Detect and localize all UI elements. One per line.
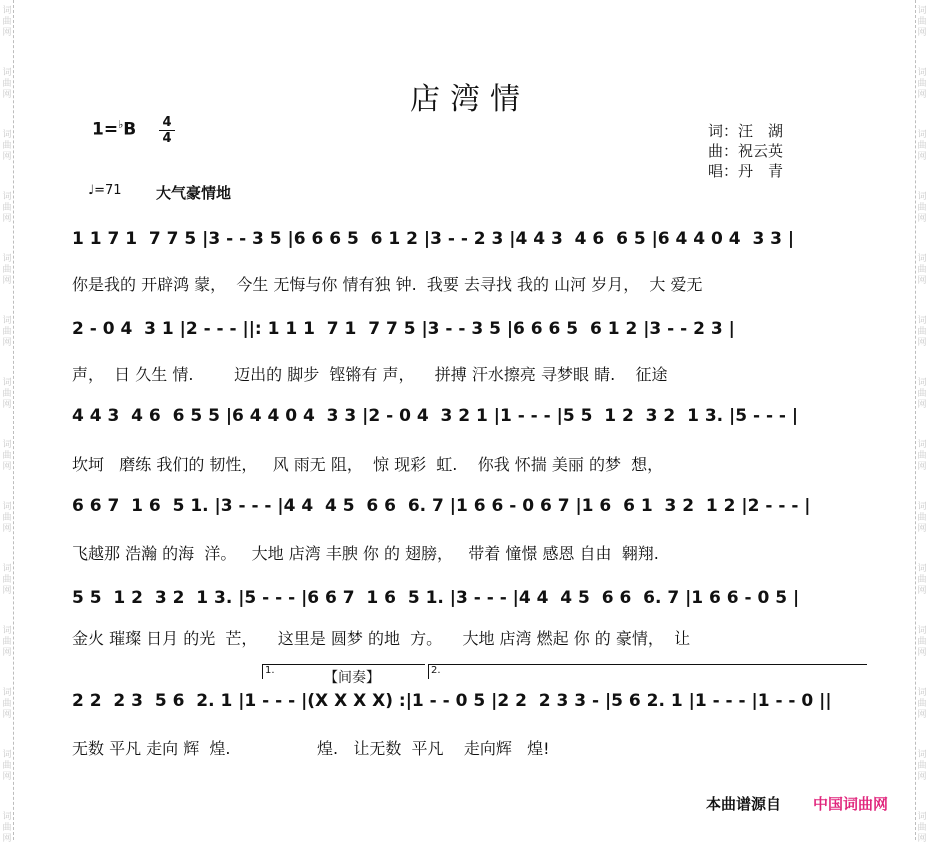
watermark-glyph: 曲 (917, 637, 927, 647)
credits-block (708, 121, 783, 181)
watermark-glyph: 网 (917, 152, 927, 162)
watermark-glyph: 词 (917, 378, 927, 388)
watermark-glyph: 词 (917, 440, 927, 450)
watermark-glyph: 曲 (917, 761, 927, 771)
lyric-line-5: 金火 璀璨 日月 的光 芒， 这里是 圆梦 的地 方。 大地 店湾 燃起 你 的 豪情， 让 (72, 629, 691, 648)
watermark-glyph: 网 (2, 276, 12, 286)
watermark-glyph: 网 (2, 152, 12, 162)
watermark-glyph: 词 (2, 688, 12, 698)
watermark-glyph: 词 (917, 564, 927, 574)
score-row-3 (72, 403, 872, 435)
watermark-glyph: 网 (2, 710, 12, 720)
interlude-label: 【间奏】 (324, 670, 380, 686)
watermark-glyph: 曲 (917, 79, 927, 89)
watermark-glyph: 网 (917, 772, 927, 782)
watermark-glyph: 词 (2, 68, 12, 78)
watermark-glyph: 网 (2, 214, 12, 224)
watermark-glyph: 网 (917, 276, 927, 286)
second-ending-bracket: 2. (428, 664, 867, 679)
watermark-glyph: 曲 (2, 761, 12, 771)
watermark-glyph: 曲 (2, 699, 12, 709)
watermark-glyph: 曲 (917, 513, 927, 523)
watermark-glyph: 曲 (917, 389, 927, 399)
watermark-glyph: 曲 (2, 17, 12, 27)
watermark-glyph: 词 (917, 750, 927, 760)
watermark-glyph: 曲 (917, 699, 927, 709)
watermark-glyph: 曲 (2, 327, 12, 337)
score-row-1 (72, 226, 872, 258)
score-row-6 (72, 688, 872, 720)
watermark-glyph: 词 (2, 750, 12, 760)
watermark-glyph: 网 (917, 338, 927, 348)
watermark-glyph: 词 (2, 316, 12, 326)
watermark-glyph: 曲 (2, 79, 12, 89)
watermark-glyph: 网 (2, 524, 12, 534)
watermark-glyph: 曲 (2, 265, 12, 275)
watermark-glyph: 网 (2, 586, 12, 596)
watermark-glyph: 网 (917, 462, 927, 472)
lyric-line-6: 无数 平凡 走向 辉 煌. 煌. 让无数 平凡 走向辉 煌! (72, 739, 550, 758)
watermark-glyph: 曲 (2, 575, 12, 585)
watermark-glyph: 曲 (917, 451, 927, 461)
watermark-glyph: 网 (2, 28, 12, 38)
score-row-2 (72, 316, 872, 348)
watermark-glyph: 曲 (2, 141, 12, 151)
watermark-glyph: 词 (2, 6, 12, 16)
time-signature (159, 116, 175, 145)
watermark-glyph: 网 (917, 524, 927, 534)
watermark-glyph: 词 (917, 626, 927, 636)
watermark-glyph: 曲 (2, 389, 12, 399)
watermark-glyph: 网 (2, 90, 12, 100)
key-signature: 1=♭B (92, 118, 137, 140)
watermark-glyph: 曲 (917, 17, 927, 27)
watermark-glyph: 词 (2, 626, 12, 636)
lyric-line-4: 飞越那 浩瀚 的海 洋。 大地 店湾 丰腴 你 的 翅膀， 带着 憧憬 感恩 自由 翱翔. (72, 544, 659, 563)
watermark-glyph: 词 (2, 192, 12, 202)
watermark-glyph: 网 (917, 214, 927, 224)
watermark-glyph: 网 (917, 586, 927, 596)
watermark-glyph: 词 (917, 316, 927, 326)
watermark-glyph: 词 (917, 254, 927, 264)
watermark-glyph: 词 (917, 688, 927, 698)
watermark-glyph: 词 (2, 130, 12, 140)
watermark-glyph: 曲 (917, 327, 927, 337)
watermark-glyph: 词 (2, 502, 12, 512)
meter-top: 4 (162, 115, 172, 130)
watermark-glyph: 词 (917, 130, 927, 140)
watermark-glyph: 词 (917, 502, 927, 512)
left-border-strip (0, 0, 14, 844)
song-title: 店湾情 (410, 82, 530, 117)
watermark-glyph: 网 (2, 338, 12, 348)
watermark-glyph: 曲 (2, 637, 12, 647)
note-line: 5 5 1 2 3 2 1 3. |5 - - - |6 6 7 1 6 5 1. |3 - - - |4 4 4 5 6 6 6. 7 |1 6 6 - 0 5 | (72, 588, 800, 608)
tempo-marking: ♩=71 (88, 183, 122, 198)
watermark-glyph: 曲 (917, 141, 927, 151)
watermark-glyph: 词 (2, 564, 12, 574)
lyric-line-2: 声， 日 久生 情. 迈出的 脚步 铿锵有 声， 拼搏 汗水擦亮 寻梦眼 睛. 征途 (72, 365, 668, 384)
watermark-glyph: 网 (2, 400, 12, 410)
site-link[interactable]: 中国词曲网 (813, 795, 889, 813)
watermark-glyph: 网 (2, 462, 12, 472)
watermark-glyph: 曲 (917, 823, 927, 833)
watermark-glyph: 词 (2, 378, 12, 388)
watermark-glyph: 曲 (917, 575, 927, 585)
watermark-glyph: 词 (2, 440, 12, 450)
watermark-glyph: 曲 (2, 451, 12, 461)
watermark-glyph: 词 (917, 812, 927, 822)
meter-bottom: 4 (162, 131, 172, 146)
note-line: 2 2 2 3 5 6 2. 1 |1 - - - |(X X X X) :|1 - - 0 5 |2 2 2 3 3 - |5 6 2. 1 |1 - - - |1 - - 0 || (72, 691, 832, 711)
watermark-glyph: 网 (917, 90, 927, 100)
composer-credit: 曲：祝云英 (708, 142, 784, 160)
watermark-glyph: 词 (917, 6, 927, 16)
right-border-strip (915, 0, 929, 844)
expression-marking: 大气豪情地 (156, 184, 232, 202)
watermark-glyph: 网 (917, 710, 927, 720)
watermark-glyph: 网 (917, 648, 927, 658)
watermark-glyph: 曲 (2, 823, 12, 833)
watermark-glyph: 词 (917, 68, 927, 78)
watermark-glyph: 网 (917, 834, 927, 844)
watermark-glyph: 网 (917, 28, 927, 38)
watermark-glyph: 曲 (2, 513, 12, 523)
watermark-glyph: 曲 (2, 203, 12, 213)
watermark-glyph: 网 (2, 648, 12, 658)
watermark-glyph: 词 (2, 812, 12, 822)
note-line: 1 1 7 1 7 7 5 |3 - - 3 5 |6 6 6 5 6 1 2 |3 - - 2 3 |4 4 3 4 6 6 5 |6 4 4 0 4 3 3 | (72, 229, 795, 249)
note-line: 4 4 3 4 6 6 5 5 |6 4 4 0 4 3 3 |2 - 0 4 3 2 1 |1 - - - |5 5 1 2 3 2 1 3. |5 - - - | (72, 406, 799, 426)
watermark-glyph: 词 (917, 192, 927, 202)
watermark-glyph: 曲 (917, 265, 927, 275)
first-ending-bracket: 1. (262, 664, 425, 679)
score-row-5 (72, 585, 872, 617)
note-line: 6 6 7 1 6 5 1. |3 - - - |4 4 4 5 6 6 6. 7 |1 6 6 - 0 6 7 |1 6 6 1 3 2 1 2 |2 - - - | (72, 496, 811, 516)
score-row-4 (72, 493, 872, 525)
watermark-glyph: 词 (2, 254, 12, 264)
singer-credit: 唱：丹 青 (708, 162, 784, 180)
watermark-glyph: 网 (2, 834, 12, 844)
watermark-glyph: 曲 (917, 203, 927, 213)
note-line: 2 - 0 4 3 1 |2 - - - ||: 1 1 1 7 1 7 7 5 |3 - - 3 5 |6 6 6 5 6 1 2 |3 - - 2 3 | (72, 319, 735, 339)
lyric-line-1: 你是我的 开辟鸿 蒙， 今生 无悔与你 情有独 钟. 我要 去寻找 我的 山河 岁月， 大 爱无 (72, 275, 703, 294)
watermark-glyph: 网 (917, 400, 927, 410)
watermark-glyph: 网 (2, 772, 12, 782)
lyricist-credit: 词：汪 湖 (708, 122, 784, 140)
source-label: 本曲谱源自 (706, 795, 782, 813)
lyric-line-3: 坎坷 磨练 我们的 韧性， 风 雨无 阻， 惊 现彩 虹. 你我 怀揣 美丽 的梦 想， (72, 455, 664, 474)
